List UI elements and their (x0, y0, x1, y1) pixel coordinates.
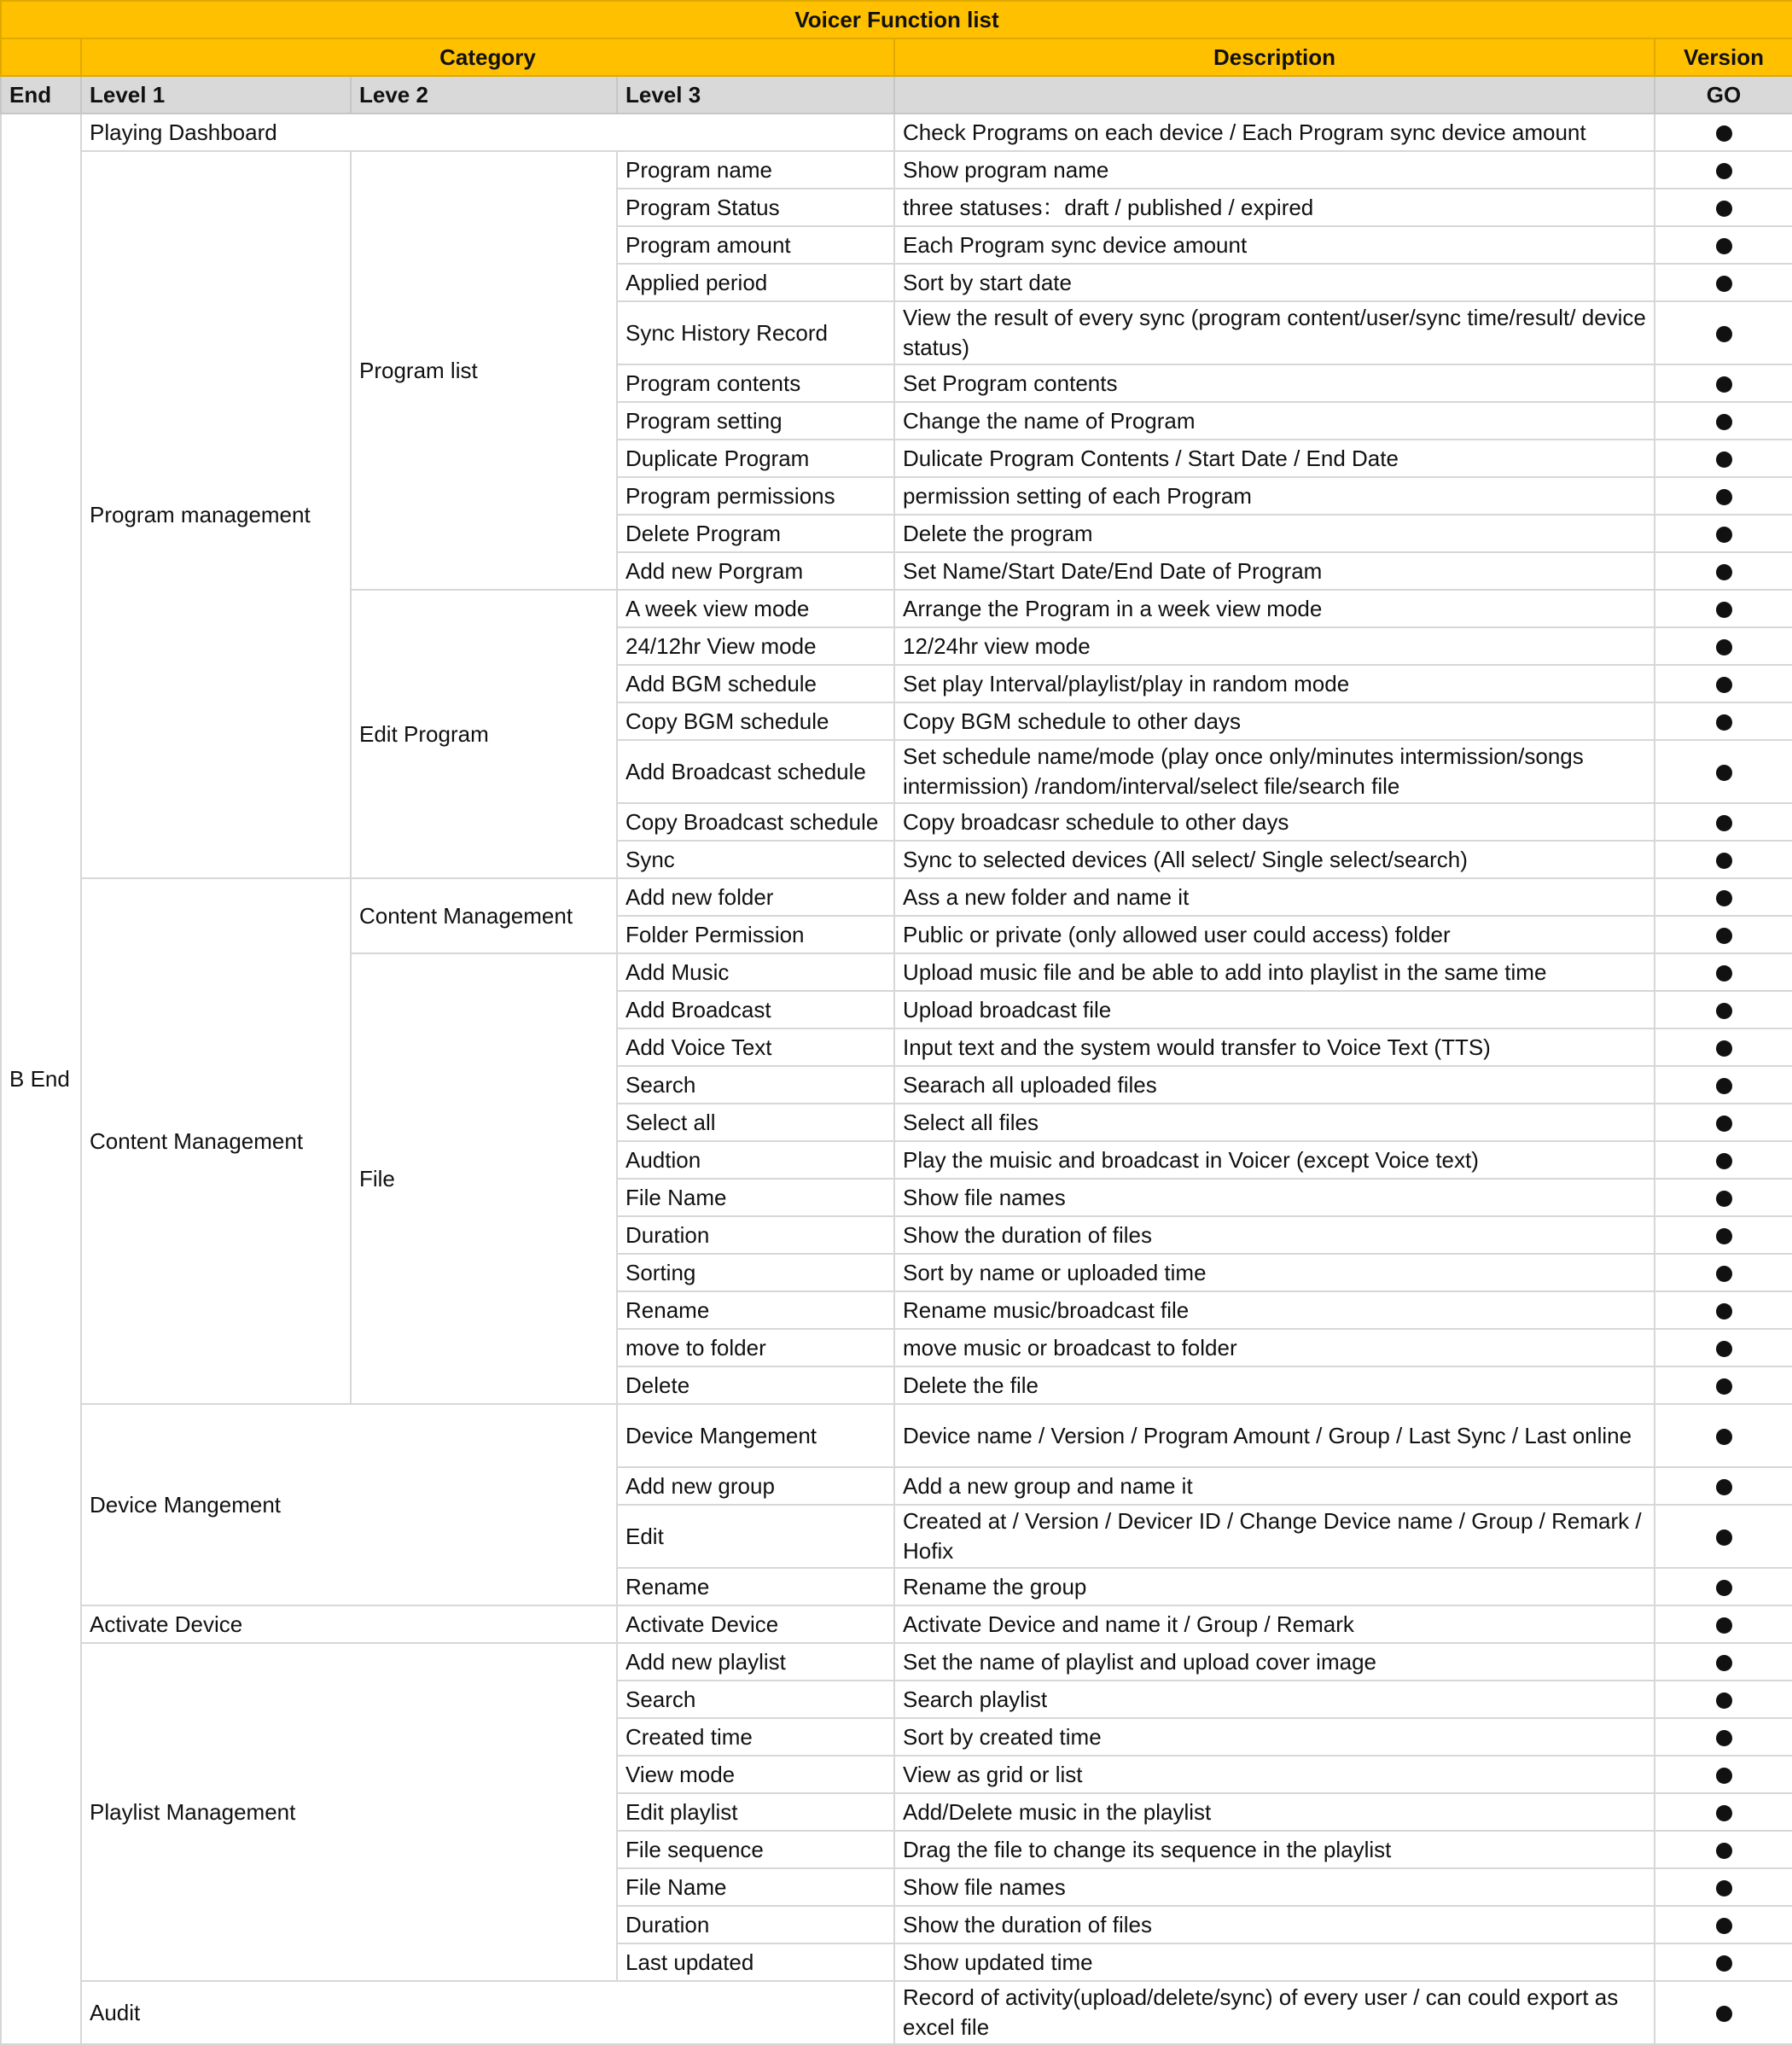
filled-circle-icon (1716, 1266, 1732, 1282)
description-cell: Device name / Version / Program Amount / Group / Last Sync / Last online (894, 1404, 1655, 1467)
go-cell (1655, 1681, 1792, 1718)
filled-circle-icon (1716, 1078, 1732, 1094)
go-cell (1655, 841, 1792, 878)
filled-circle-icon (1716, 125, 1732, 142)
go-cell (1655, 226, 1792, 264)
level3-cell: 24/12hr View mode (617, 627, 894, 665)
go-cell (1655, 740, 1792, 803)
header-description-blank (894, 76, 1655, 114)
level3-cell: Applied period (617, 264, 894, 301)
level1-playlist-management: Playlist Management (81, 1643, 617, 1981)
filled-circle-icon (1716, 1378, 1732, 1395)
filled-circle-icon (1716, 1003, 1732, 1019)
filled-circle-icon (1716, 1655, 1732, 1671)
go-cell (1655, 1404, 1792, 1467)
filled-circle-icon (1716, 853, 1732, 869)
go-cell (1655, 1756, 1792, 1793)
go-cell (1655, 1066, 1792, 1104)
description-cell: Rename music/broadcast file (894, 1291, 1655, 1329)
level3-cell: Last updated (617, 1943, 894, 1981)
filled-circle-icon (1716, 602, 1732, 618)
go-cell (1655, 665, 1792, 702)
description-cell: Select all files (894, 1104, 1655, 1141)
description-cell: Set play Interval/playlist/play in random mode (894, 665, 1655, 702)
level3-cell: Program name (617, 151, 894, 189)
level3-cell: Duration (617, 1216, 894, 1254)
go-cell (1655, 991, 1792, 1028)
filled-circle-icon (1716, 639, 1732, 655)
level3-cell: Program permissions (617, 477, 894, 515)
filled-circle-icon (1716, 928, 1732, 944)
filled-circle-icon (1716, 1303, 1732, 1320)
description-cell: Input text and the system would transfer to Voice Text (TTS) (894, 1028, 1655, 1066)
header-description: Description (894, 38, 1655, 76)
description-cell: permission setting of each Program (894, 477, 1655, 515)
go-cell (1655, 114, 1792, 151)
description-cell: Change the name of Program (894, 402, 1655, 440)
filled-circle-icon (1716, 1429, 1732, 1445)
filled-circle-icon (1716, 489, 1732, 505)
table-title: Voicer Function list (1, 1, 1792, 38)
go-cell (1655, 1179, 1792, 1216)
go-cell (1655, 402, 1792, 440)
filled-circle-icon (1716, 765, 1732, 781)
level1-audit: Audit (81, 1981, 894, 2044)
go-cell (1655, 477, 1792, 515)
go-cell (1655, 1254, 1792, 1291)
filled-circle-icon (1716, 1693, 1732, 1709)
description-cell: Show the duration of files (894, 1906, 1655, 1943)
filled-circle-icon (1716, 201, 1732, 217)
level2-file: File (351, 953, 617, 1404)
description-cell: Set schedule name/mode (play once only/minutes intermission/songs intermission) /random/interval/select file/search file (894, 740, 1655, 803)
go-cell (1655, 1291, 1792, 1329)
header-end: End (1, 76, 81, 114)
description-cell: Set Program contents (894, 364, 1655, 402)
description-cell: Show file names (894, 1179, 1655, 1216)
level3-cell: Program contents (617, 364, 894, 402)
level3-cell: Select all (617, 1104, 894, 1141)
filled-circle-icon (1716, 1768, 1732, 1784)
filled-circle-icon (1716, 1228, 1732, 1244)
go-cell (1655, 1718, 1792, 1756)
filled-circle-icon (1716, 815, 1732, 831)
description-cell: Search playlist (894, 1681, 1655, 1718)
description-cell: Show updated time (894, 1943, 1655, 1981)
go-cell (1655, 1605, 1792, 1643)
level3-cell: File Name (617, 1179, 894, 1216)
header-level-3: Level 3 (617, 76, 894, 114)
go-cell (1655, 1141, 1792, 1179)
level2-content-management: Content Management (351, 878, 617, 953)
level3-cell: Copy Broadcast schedule (617, 803, 894, 841)
description-cell: Check Programs on each device / Each Program sync device amount (894, 114, 1655, 151)
description-cell: Ass a new folder and name it (894, 878, 1655, 916)
level3-cell: Edit (617, 1505, 894, 1568)
level1-playing-dashboard: Playing Dashboard (81, 114, 894, 151)
header-go: GO (1655, 76, 1792, 114)
description-cell: Sync to selected devices (All select/ Single select/search) (894, 841, 1655, 878)
filled-circle-icon (1716, 1617, 1732, 1634)
description-cell: move music or broadcast to folder (894, 1329, 1655, 1366)
go-cell (1655, 627, 1792, 665)
filled-circle-icon (1716, 714, 1732, 731)
filled-circle-icon (1716, 527, 1732, 543)
go-cell (1655, 1793, 1792, 1831)
go-cell (1655, 264, 1792, 301)
go-cell (1655, 151, 1792, 189)
filled-circle-icon (1716, 452, 1732, 468)
description-cell: Add a new group and name it (894, 1467, 1655, 1505)
level1-activate-device: Activate Device (81, 1605, 617, 1643)
level3-cell: Folder Permission (617, 916, 894, 953)
level2-edit-program: Edit Program (351, 590, 617, 878)
go-cell (1655, 1467, 1792, 1505)
level1-content-management: Content Management (81, 878, 351, 1404)
filled-circle-icon (1716, 326, 1732, 342)
description-cell: Record of activity(upload/delete/sync) of every user / can could export as excel file (894, 1981, 1655, 2044)
level3-cell: Program setting (617, 402, 894, 440)
level3-cell: Rename (617, 1568, 894, 1605)
go-cell (1655, 1981, 1792, 2044)
level3-cell: Add BGM schedule (617, 665, 894, 702)
go-cell (1655, 1943, 1792, 1981)
go-cell (1655, 1028, 1792, 1066)
go-cell (1655, 1831, 1792, 1868)
level3-cell: Program Status (617, 189, 894, 226)
table-row (1, 114, 1792, 151)
go-cell (1655, 953, 1792, 991)
level3-cell: Sorting (617, 1254, 894, 1291)
filled-circle-icon (1716, 414, 1732, 430)
filled-circle-icon (1716, 890, 1732, 906)
header-blank-cell (1, 38, 81, 76)
filled-circle-icon (1716, 965, 1732, 982)
level2-program-list: Program list (351, 151, 617, 590)
filled-circle-icon (1716, 1955, 1732, 1972)
table-row (1, 1981, 1792, 2044)
level3-cell: View mode (617, 1756, 894, 1793)
level3-cell: Add Broadcast schedule (617, 740, 894, 803)
description-cell: three statuses：draft / published / expired (894, 189, 1655, 226)
level3-cell: Add Music (617, 953, 894, 991)
description-cell: Each Program sync device amount (894, 226, 1655, 264)
description-cell: Copy broadcasr schedule to other days (894, 803, 1655, 841)
go-cell (1655, 803, 1792, 841)
description-cell: Arrange the Program in a week view mode (894, 590, 1655, 627)
go-cell (1655, 1505, 1792, 1568)
go-cell (1655, 440, 1792, 477)
filled-circle-icon (1716, 1880, 1732, 1896)
header-level-2: Leve 2 (351, 76, 617, 114)
description-cell: Upload music file and be able to add into playlist in the same time (894, 953, 1655, 991)
level3-cell: Add Voice Text (617, 1028, 894, 1066)
description-cell: Set Name/Start Date/End Date of Program (894, 552, 1655, 590)
go-cell (1655, 702, 1792, 740)
level3-cell: Activate Device (617, 1605, 894, 1643)
filled-circle-icon (1716, 163, 1732, 179)
description-cell: Set the name of playlist and upload cover image (894, 1643, 1655, 1681)
go-cell (1655, 1104, 1792, 1141)
description-cell: Created at / Version / Devicer ID / Change Device name / Group / Remark / Hofix (894, 1505, 1655, 1568)
go-cell (1655, 189, 1792, 226)
level1-program-management: Program management (81, 151, 351, 878)
description-cell: Sort by name or uploaded time (894, 1254, 1655, 1291)
go-cell (1655, 1906, 1792, 1943)
header-level-1: Level 1 (81, 76, 351, 114)
filled-circle-icon (1716, 2006, 1732, 2022)
go-cell (1655, 1366, 1792, 1404)
description-cell: Copy BGM schedule to other days (894, 702, 1655, 740)
level3-cell: Program amount (617, 226, 894, 264)
filled-circle-icon (1716, 677, 1732, 693)
level1-device-management: Device Mangement (81, 1404, 617, 1605)
go-cell (1655, 552, 1792, 590)
level3-cell: Created time (617, 1718, 894, 1756)
filled-circle-icon (1716, 1040, 1732, 1057)
description-cell: Delete the file (894, 1366, 1655, 1404)
end-cell: B End (1, 114, 81, 2044)
level3-cell: Edit playlist (617, 1793, 894, 1831)
filled-circle-icon (1716, 1730, 1732, 1746)
level3-cell: Add new playlist (617, 1643, 894, 1681)
description-cell: Add/Delete music in the playlist (894, 1793, 1655, 1831)
filled-circle-icon (1716, 1479, 1732, 1495)
level3-cell: Duplicate Program (617, 440, 894, 477)
description-cell: Show the duration of files (894, 1216, 1655, 1254)
table-row (1, 1404, 1792, 1467)
go-cell (1655, 1568, 1792, 1605)
table-row (1, 151, 1792, 189)
filled-circle-icon (1716, 1918, 1732, 1934)
filled-circle-icon (1716, 1529, 1732, 1546)
level3-cell: Duration (617, 1906, 894, 1943)
level3-cell: Delete (617, 1366, 894, 1404)
header-version: Version (1655, 38, 1792, 76)
filled-circle-icon (1716, 564, 1732, 580)
go-cell (1655, 878, 1792, 916)
table-row (1, 1605, 1792, 1643)
go-cell (1655, 1868, 1792, 1906)
description-cell: Show file names (894, 1868, 1655, 1906)
table-row (1, 878, 1792, 916)
go-cell (1655, 1643, 1792, 1681)
go-cell (1655, 590, 1792, 627)
description-cell: Sort by created time (894, 1718, 1655, 1756)
filled-circle-icon (1716, 1116, 1732, 1132)
level3-cell: Add new group (617, 1467, 894, 1505)
level3-cell: Audtion (617, 1141, 894, 1179)
filled-circle-icon (1716, 1191, 1732, 1207)
description-cell: Show program name (894, 151, 1655, 189)
description-cell: Drag the file to change its sequence in the playlist (894, 1831, 1655, 1868)
table-row (1, 1643, 1792, 1681)
filled-circle-icon (1716, 1153, 1732, 1169)
description-cell: 12/24hr view mode (894, 627, 1655, 665)
go-cell (1655, 916, 1792, 953)
header-category: Category (81, 38, 894, 76)
level3-cell: Sync (617, 841, 894, 878)
description-cell: Activate Device and name it / Group / Remark (894, 1605, 1655, 1643)
level3-cell: File Name (617, 1868, 894, 1906)
description-cell: Play the muisic and broadcast in Voicer (except Voice text) (894, 1141, 1655, 1179)
filled-circle-icon (1716, 1341, 1732, 1357)
level3-cell: move to folder (617, 1329, 894, 1366)
filled-circle-icon (1716, 376, 1732, 393)
level3-cell: Sync History Record (617, 301, 894, 364)
level3-cell: File sequence (617, 1831, 894, 1868)
level3-cell: Device Mangement (617, 1404, 894, 1467)
description-cell: Public or private (only allowed user could access) folder (894, 916, 1655, 953)
description-cell: Dulicate Program Contents / Start Date / End Date (894, 440, 1655, 477)
filled-circle-icon (1716, 238, 1732, 254)
description-cell: Sort by start date (894, 264, 1655, 301)
go-cell (1655, 515, 1792, 552)
filled-circle-icon (1716, 1805, 1732, 1821)
filled-circle-icon (1716, 276, 1732, 292)
description-cell: View the result of every sync (program content/user/sync time/result/ device status) (894, 301, 1655, 364)
level3-cell: Delete Program (617, 515, 894, 552)
level3-cell: Rename (617, 1291, 894, 1329)
level3-cell: Add new folder (617, 878, 894, 916)
description-cell: View as grid or list (894, 1756, 1655, 1793)
go-cell (1655, 301, 1792, 364)
level3-cell: A week view mode (617, 590, 894, 627)
level3-cell: Add new Porgram (617, 552, 894, 590)
filled-circle-icon (1716, 1580, 1732, 1596)
description-cell: Delete the program (894, 515, 1655, 552)
go-cell (1655, 364, 1792, 402)
level3-cell: Search (617, 1681, 894, 1718)
level3-cell: Add Broadcast (617, 991, 894, 1028)
go-cell (1655, 1216, 1792, 1254)
level3-cell: Copy BGM schedule (617, 702, 894, 740)
description-cell: Searach all uploaded files (894, 1066, 1655, 1104)
go-cell (1655, 1329, 1792, 1366)
description-cell: Upload broadcast file (894, 991, 1655, 1028)
filled-circle-icon (1716, 1843, 1732, 1859)
description-cell: Rename the group (894, 1568, 1655, 1605)
level3-cell: Search (617, 1066, 894, 1104)
